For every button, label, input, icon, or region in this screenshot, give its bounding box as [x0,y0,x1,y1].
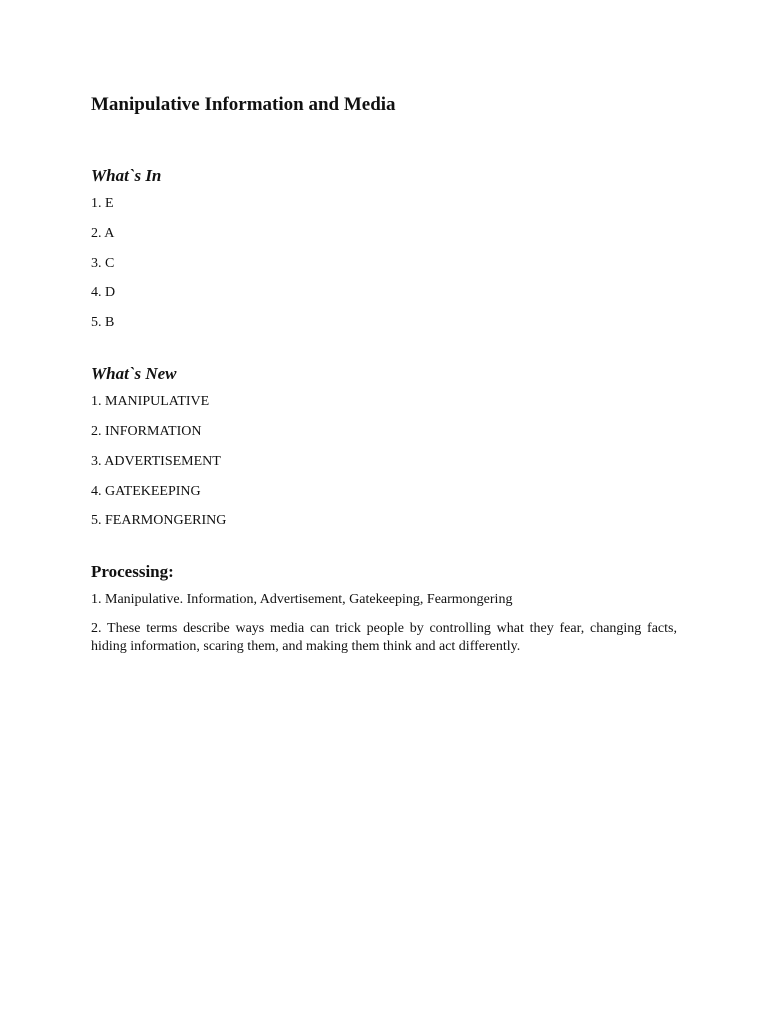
list-item: 3. C [91,255,115,271]
list-item: 1. E [91,196,114,211]
list-item: 3. ADVERTISEMENT [91,453,221,469]
section-whats-in [91,164,677,332]
list-item: 5. FEARMONGERING [91,513,227,529]
list-item: 2. INFORMATION [91,423,202,439]
list-item: 5. B [91,315,115,331]
list-item: 4. GATEKEEPING [91,483,201,499]
list-item: 1. Manipulative. Information, Advertisement, Gatekeeping, Fearmongering [91,592,513,608]
document-page [91,92,677,656]
answer-list-whats-new [91,393,677,530]
answer-list-processing [91,591,677,656]
answer-list-whats-in [91,195,677,332]
list-item: 2. These terms describe ways media can trick people by controlling what they fear, changing facts, hiding information, scaring them, and making them think and act differently. [91,621,677,655]
list-item: 1. MANIPULATIVE [91,394,210,410]
section-heading-whats-new: What`s New [91,364,177,384]
document-title: Manipulative Information and Media [91,94,396,115]
section-processing [91,560,677,656]
section-heading-whats-in: What`s In [91,166,162,185]
section-whats-new [91,362,677,530]
list-item: 2. A [91,225,115,241]
list-item: 4. D [91,285,116,301]
section-heading-processing: Processing: [91,562,174,582]
